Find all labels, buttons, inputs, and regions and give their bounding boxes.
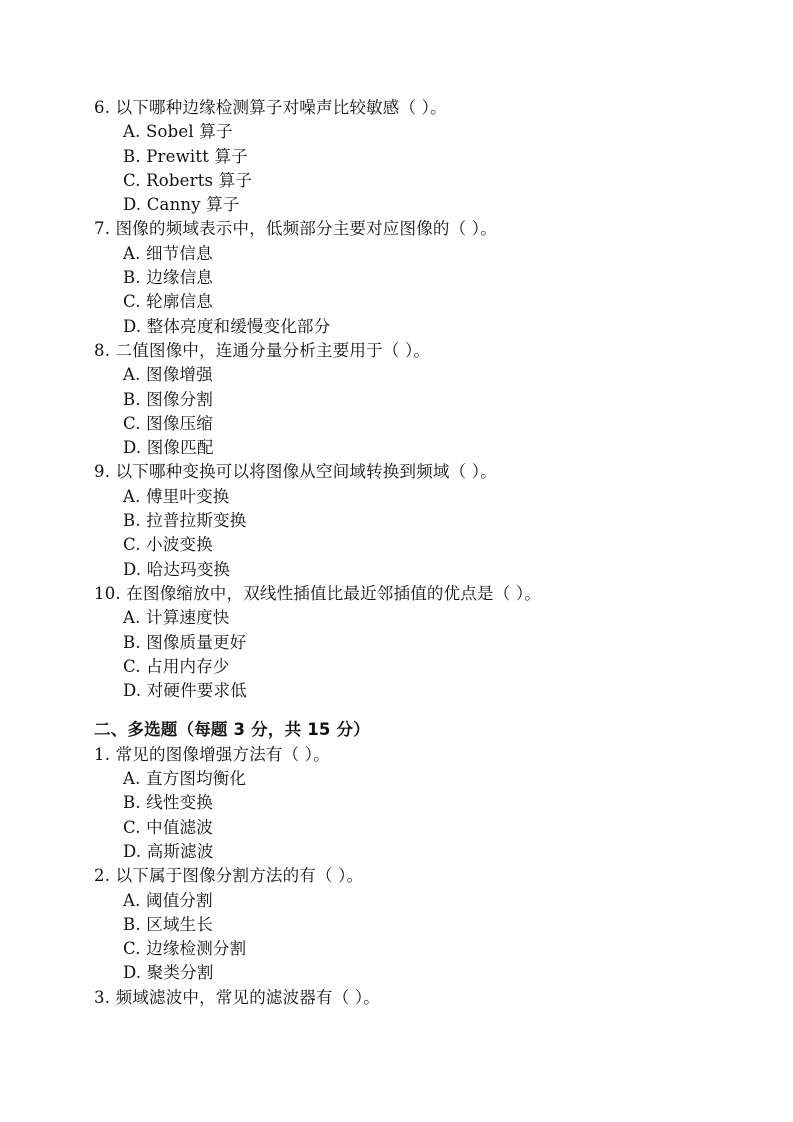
option-d: D. 整体亮度和缓慢变化部分 <box>123 316 331 336</box>
option-d: D. 图像匹配 <box>123 438 214 458</box>
question-text: 常见的图像增强方法有（ ）。 <box>115 744 330 764</box>
option-c: C. 轮廓信息 <box>123 292 213 312</box>
option-c: C. 图像压缩 <box>123 413 213 433</box>
question-7 <box>94 217 734 241</box>
question-text: 频域滤波中，常见的滤波器有（ ）。 <box>115 987 381 1007</box>
question-number: 3. <box>94 987 111 1007</box>
option-a: A. 直方图均衡化 <box>123 769 247 789</box>
option-d: D. 高斯滤波 <box>123 841 214 861</box>
question-number: 7. <box>94 219 111 239</box>
question-text: 在图像缩放中，双线性插值比最近邻插值的优点是（ ）。 <box>126 583 541 603</box>
option-b: B. 图像质量更好 <box>123 632 247 652</box>
question-number: 10. <box>94 583 121 603</box>
option-a: A. 计算速度快 <box>123 608 230 628</box>
section-title: 二、多选题（每题 3 分，共 15 分） <box>94 720 370 740</box>
question-number: 9. <box>94 462 111 482</box>
question-10 <box>94 582 734 606</box>
option-b: B. 拉普拉斯变换 <box>123 511 247 531</box>
option-b: B. 线性变换 <box>123 793 214 813</box>
question-number: 2. <box>94 866 111 886</box>
question-8 <box>94 339 734 363</box>
multi-question-1 <box>94 743 734 767</box>
question-6 <box>94 96 734 120</box>
option-c: C. 中值滤波 <box>123 817 213 837</box>
question-9 <box>94 460 734 484</box>
option-a: A. 细节信息 <box>123 243 213 263</box>
question-text: 以下属于图像分割方法的有（ ）。 <box>115 866 364 886</box>
option-a: A. 傅里叶变换 <box>123 486 230 506</box>
section-spacer <box>94 703 734 718</box>
question-number: 8. <box>94 340 111 360</box>
option-c: C. 边缘检测分割 <box>123 939 247 959</box>
option-b: B. 边缘信息 <box>123 268 214 288</box>
option-c: C. Roberts 算子 <box>123 170 253 190</box>
option-a: A. 图像增强 <box>123 365 213 385</box>
question-text: 以下哪种边缘检测算子对噪声比较敏感（ ）。 <box>115 98 447 117</box>
exam-content <box>94 96 734 1010</box>
option-d: D. Canny 算子 <box>123 195 240 215</box>
option-b: B. 区域生长 <box>123 914 214 934</box>
multi-question-2 <box>94 864 734 888</box>
question-text: 图像的频域表示中，低频部分主要对应图像的（ ）。 <box>115 219 497 239</box>
option-b: B. 图像分割 <box>123 389 214 409</box>
option-d: D. 哈达玛变换 <box>123 559 231 579</box>
option-d: D. 聚类分割 <box>123 963 214 983</box>
option-a: A. Sobel 算子 <box>123 122 233 142</box>
question-text: 二值图像中，连通分量分析主要用于（ ）。 <box>115 340 431 360</box>
question-number: 6. <box>94 98 111 117</box>
question-number: 1. <box>94 744 111 764</box>
option-c: C. 小波变换 <box>123 535 213 555</box>
option-d: D. 对硬件要求低 <box>123 681 247 701</box>
option-a: A. 阈值分割 <box>123 890 213 910</box>
option-c: C. 占用内存少 <box>123 656 230 676</box>
question-text: 以下哪种变换可以将图像从空间域转换到频域（ ）。 <box>115 462 497 482</box>
option-b: B. Prewitt 算子 <box>123 146 248 166</box>
multi-question-3 <box>94 986 734 1010</box>
